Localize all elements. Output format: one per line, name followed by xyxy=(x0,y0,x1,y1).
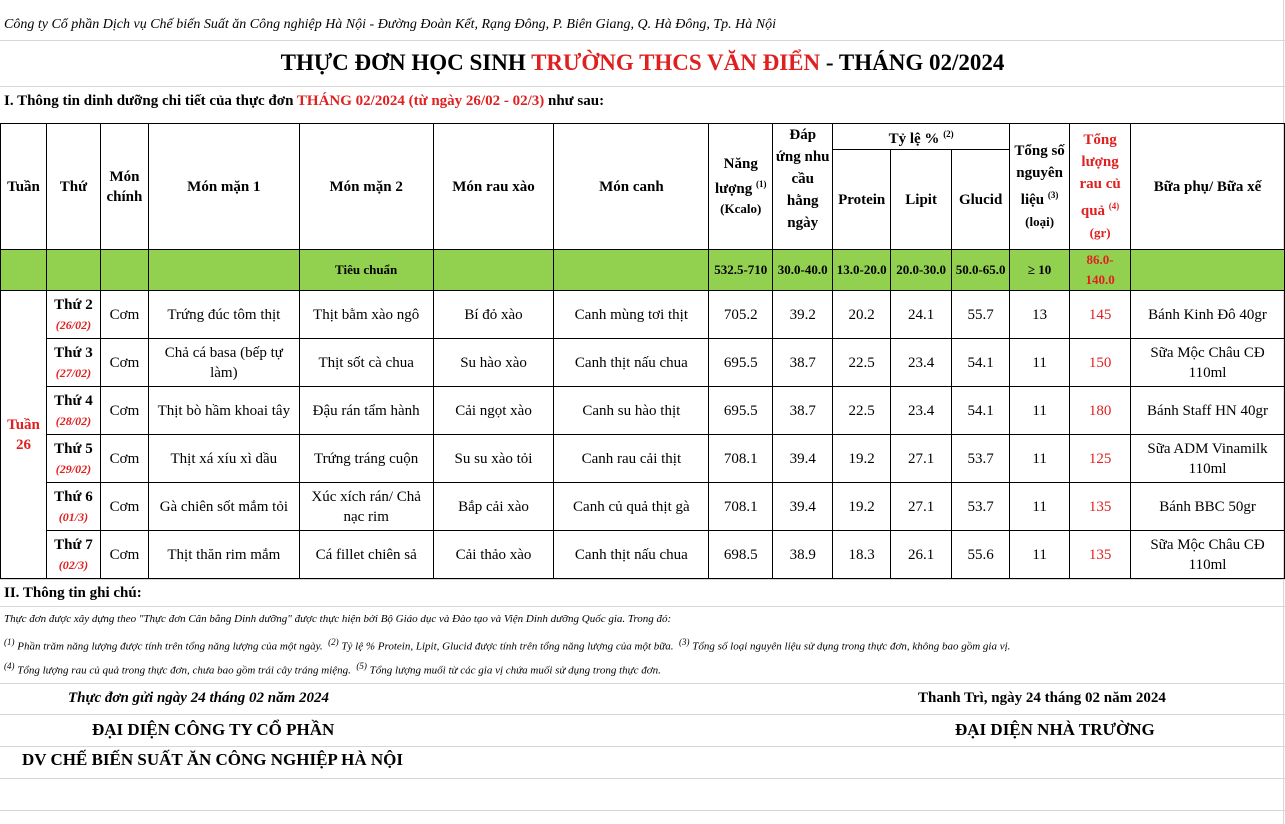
place-date: Thanh Trì, ngày 24 tháng 02 năm 2024 xyxy=(918,690,1166,706)
header-man1: Món mặn 1 xyxy=(148,124,299,250)
header-tuan: Tuần xyxy=(1,124,47,250)
note-text: Tổng lượng rau củ quả trong thực đơn, chưa bao gồm trái cây tráng miệng. xyxy=(14,664,351,677)
stir-fry-veg-cell: Su su xào tỏi xyxy=(433,435,554,483)
ingredient-count-cell: 11 xyxy=(1010,387,1070,435)
footnote-mark: (4) xyxy=(1108,201,1120,211)
school-rep: ĐẠI DIỆN NHÀ TRƯỜNG xyxy=(955,720,1155,739)
lipit-cell: 26.1 xyxy=(891,531,952,579)
menu-table xyxy=(0,123,1285,579)
note-line-2 xyxy=(4,661,661,677)
energy-cell: 695.5 xyxy=(709,339,773,387)
lipit-cell: 23.4 xyxy=(891,387,952,435)
table-row xyxy=(1,291,1285,339)
title-part: - THÁNG 02/2024 xyxy=(820,50,1005,75)
table-row xyxy=(1,435,1285,483)
veg-total-cell: 125 xyxy=(1070,435,1131,483)
salty-dish-2-cell: Thịt bằm xào ngô xyxy=(299,291,433,339)
lipit-cell: 27.1 xyxy=(891,435,952,483)
company-rep-line2: DV CHẾ BIẾN SUẤT ĂN CÔNG NGHIỆP HÀ NỘI xyxy=(22,750,403,769)
footnote-mark: (3) xyxy=(1047,190,1059,200)
salty-dish-1-cell: Thịt thăn rim mắm xyxy=(148,531,299,579)
veg-total-cell: 135 xyxy=(1070,531,1131,579)
day-cell xyxy=(46,435,100,483)
grid-line xyxy=(0,606,1285,607)
std-label: Tiêu chuẩn xyxy=(299,250,433,291)
header-unit: (Kcalo) xyxy=(720,201,762,216)
header-ty-le xyxy=(833,124,1010,150)
std-empty xyxy=(433,250,554,291)
protein-cell: 22.5 xyxy=(833,387,891,435)
daily-percent-cell: 38.7 xyxy=(773,339,833,387)
protein-cell: 18.3 xyxy=(833,531,891,579)
day-cell xyxy=(46,531,100,579)
section1-heading xyxy=(4,93,604,110)
soup-cell: Canh su hào thịt xyxy=(554,387,709,435)
header-unit: (gr) xyxy=(1089,225,1111,240)
salty-dish-2-cell: Xúc xích rán/ Chả nạc rim xyxy=(299,483,433,531)
header-text: Tổng số nguyên liệu xyxy=(1014,143,1065,208)
std-empty xyxy=(148,250,299,291)
salty-dish-2-cell: Đậu rán tẩm hành xyxy=(299,387,433,435)
snack-cell: Bánh BBC 50gr xyxy=(1131,483,1285,531)
header-tong-rau xyxy=(1070,124,1131,250)
std-protein: 13.0-20.0 xyxy=(833,250,891,291)
header-thu: Thứ xyxy=(46,124,100,250)
std-empty xyxy=(46,250,100,291)
day-date: (27/02) xyxy=(55,365,92,380)
ingredient-count-cell: 11 xyxy=(1010,339,1070,387)
day-cell xyxy=(46,387,100,435)
day-date: (02/3) xyxy=(58,557,89,572)
footnote-mark: (1) xyxy=(756,179,767,189)
table-row xyxy=(1,531,1285,579)
header-text: Năng lượng xyxy=(714,156,758,197)
main-dish-cell: Cơm xyxy=(100,291,148,339)
note-text: Phần trăm năng lượng được tính trên tổng năng lượng của một ngày. xyxy=(14,640,323,653)
salty-dish-1-cell: Thịt xá xíu xì dầu xyxy=(148,435,299,483)
header-tong-so xyxy=(1010,124,1070,250)
grid-line xyxy=(0,683,1285,684)
daily-percent-cell: 39.4 xyxy=(773,435,833,483)
protein-cell: 20.2 xyxy=(833,291,891,339)
snack-cell: Bánh Staff HN 40gr xyxy=(1131,387,1285,435)
day-cell xyxy=(46,483,100,531)
veg-total-cell: 145 xyxy=(1070,291,1131,339)
note-text: Tổng lượng muối từ các gia vị chứa muối sử dụng trong thực đơn. xyxy=(366,664,661,677)
day-name: Thứ 3 xyxy=(54,344,93,361)
day-name: Thứ 7 xyxy=(54,536,93,553)
sent-date: Thực đơn gửi ngày 24 tháng 02 năm 2024 xyxy=(68,690,330,706)
std-empty xyxy=(554,250,709,291)
header-mon-chinh: Món chính xyxy=(100,124,148,250)
header-text: Tổng lượng rau củ quả xyxy=(1079,132,1121,219)
veg-total-cell: 135 xyxy=(1070,483,1131,531)
lipit-cell: 27.1 xyxy=(891,483,952,531)
stir-fry-veg-cell: Cải ngọt xào xyxy=(433,387,554,435)
grid-line xyxy=(0,778,1285,779)
day-name: Thứ 6 xyxy=(54,488,93,505)
daily-percent-cell: 39.2 xyxy=(773,291,833,339)
main-dish-cell: Cơm xyxy=(100,531,148,579)
company-address: Công ty Cổ phần Dịch vụ Chế biến Suất ăn Công nghiệp Hà Nội - Đường Đoàn Kết, Rạng Đông, P. Biên Giang, Q. Hà Đông, Tp. Hà Nội xyxy=(4,17,776,32)
header-lipit: Lipit xyxy=(891,150,952,250)
salty-dish-2-cell: Cá fillet chiên sả xyxy=(299,531,433,579)
salty-dish-1-cell: Trứng đúc tôm thịt xyxy=(148,291,299,339)
header-protein: Protein xyxy=(833,150,891,250)
stir-fry-veg-cell: Cải thảo xào xyxy=(433,531,554,579)
veg-total-cell: 180 xyxy=(1070,387,1131,435)
table-row xyxy=(1,387,1285,435)
grid-line xyxy=(0,810,1285,811)
std-ingredients: ≥ 10 xyxy=(1010,250,1070,291)
footnote-mark: (2) xyxy=(328,637,339,647)
ingredient-count-cell: 13 xyxy=(1010,291,1070,339)
note-line-1 xyxy=(4,637,1010,653)
day-date: (29/02) xyxy=(55,461,92,476)
note-intro: Thực đơn được xây dựng theo "Thực đơn Cân bằng Dinh dưỡng" được thực hiện bởi Bộ Giáo dục và Đào tạo và Viện Dinh dưỡng Quốc gia. Trong đó: xyxy=(4,613,672,625)
table-row xyxy=(1,339,1285,387)
header-unit: (loại) xyxy=(1025,214,1055,229)
main-dish-cell: Cơm xyxy=(100,483,148,531)
page-title xyxy=(0,50,1285,76)
snack-cell: Sữa Mộc Châu CĐ 110ml xyxy=(1131,531,1285,579)
energy-cell: 698.5 xyxy=(709,531,773,579)
glucid-cell: 54.1 xyxy=(952,387,1010,435)
day-cell xyxy=(46,339,100,387)
grid-line xyxy=(0,714,1285,715)
std-empty xyxy=(1131,250,1285,291)
note-text: Tỷ lệ % Protein, Lipit, Glucid được tính trên tổng năng lượng của một bữa. xyxy=(338,640,674,653)
header-nang-luong xyxy=(709,124,773,250)
daily-percent-cell: 38.7 xyxy=(773,387,833,435)
protein-cell: 19.2 xyxy=(833,435,891,483)
daily-percent-cell: 39.4 xyxy=(773,483,833,531)
veg-total-cell: 150 xyxy=(1070,339,1131,387)
salty-dish-1-cell: Gà chiên sốt mắm tỏi xyxy=(148,483,299,531)
lipit-cell: 24.1 xyxy=(891,291,952,339)
main-dish-cell: Cơm xyxy=(100,435,148,483)
title-part: THỰC ĐƠN HỌC SINH xyxy=(280,50,532,75)
day-name: Thứ 4 xyxy=(54,392,93,409)
day-date: (28/02) xyxy=(55,413,92,428)
footnote-mark: (4) xyxy=(4,661,15,671)
glucid-cell: 55.7 xyxy=(952,291,1010,339)
salty-dish-2-cell: Trứng tráng cuộn xyxy=(299,435,433,483)
glucid-cell: 53.7 xyxy=(952,435,1010,483)
grid-line xyxy=(0,579,1285,580)
ingredient-count-cell: 11 xyxy=(1010,483,1070,531)
standard-row xyxy=(1,250,1285,291)
header-text: Tỷ lệ % xyxy=(888,131,940,147)
footnote-mark: (3) xyxy=(679,637,690,647)
ingredient-count-cell: 11 xyxy=(1010,435,1070,483)
soup-cell: Canh củ quả thịt gà xyxy=(554,483,709,531)
main-dish-cell: Cơm xyxy=(100,387,148,435)
std-empty xyxy=(1,250,47,291)
snack-cell: Sữa Mộc Châu CĐ 110ml xyxy=(1131,339,1285,387)
grid-line xyxy=(0,40,1285,41)
salty-dish-1-cell: Chả cá basa (bếp tự làm) xyxy=(148,339,299,387)
header-rau: Món rau xào xyxy=(433,124,554,250)
soup-cell: Canh rau cải thịt xyxy=(554,435,709,483)
glucid-cell: 55.6 xyxy=(952,531,1010,579)
main-dish-cell: Cơm xyxy=(100,339,148,387)
std-energy: 532.5-710 xyxy=(709,250,773,291)
company-rep-line1: ĐẠI DIỆN CÔNG TY CỔ PHẦN xyxy=(92,720,335,739)
ingredient-count-cell: 11 xyxy=(1010,531,1070,579)
protein-cell: 22.5 xyxy=(833,339,891,387)
soup-cell: Canh mùng tơi thịt xyxy=(554,291,709,339)
glucid-cell: 54.1 xyxy=(952,339,1010,387)
daily-percent-cell: 38.9 xyxy=(773,531,833,579)
day-date: (26/02) xyxy=(55,317,92,332)
std-daily: 30.0-40.0 xyxy=(773,250,833,291)
energy-cell: 708.1 xyxy=(709,435,773,483)
footnote-mark: (1) xyxy=(4,637,15,647)
footnote-mark: (2) xyxy=(943,129,954,139)
section-text: như sau: xyxy=(544,93,605,109)
table-row xyxy=(1,483,1285,531)
day-cell xyxy=(46,291,100,339)
day-name: Thứ 5 xyxy=(54,440,93,457)
note-text: Tổng số loại nguyên liệu sử dụng trong thực đơn, không bao gồm gia vị. xyxy=(689,640,1011,653)
header-glucid: Glucid xyxy=(952,150,1010,250)
std-empty xyxy=(100,250,148,291)
soup-cell: Canh thịt nấu chua xyxy=(554,339,709,387)
menu-rows xyxy=(1,291,1285,579)
salty-dish-2-cell: Thịt sốt cà chua xyxy=(299,339,433,387)
header-man2: Món mặn 2 xyxy=(299,124,433,250)
day-name: Thứ 2 xyxy=(54,296,93,313)
grid-line xyxy=(0,86,1285,87)
snack-cell: Bánh Kinh Đô 40gr xyxy=(1131,291,1285,339)
section2-heading: II. Thông tin ghi chú: xyxy=(4,585,142,601)
header-bua-phu: Bữa phụ/ Bữa xế xyxy=(1131,124,1285,250)
protein-cell: 19.2 xyxy=(833,483,891,531)
std-lipit: 20.0-30.0 xyxy=(891,250,952,291)
soup-cell: Canh thịt nấu chua xyxy=(554,531,709,579)
stir-fry-veg-cell: Bí đỏ xào xyxy=(433,291,554,339)
section-text: I. Thông tin dinh dưỡng chi tiết của thực đơn xyxy=(4,93,297,109)
snack-cell: Sữa ADM Vinamilk 110ml xyxy=(1131,435,1285,483)
energy-cell: 705.2 xyxy=(709,291,773,339)
header-canh: Món canh xyxy=(554,124,709,250)
day-date: (01/3) xyxy=(58,509,89,524)
week-label: Tuần 26 xyxy=(1,291,47,579)
std-glucid: 50.0-65.0 xyxy=(952,250,1010,291)
school-name: TRƯỜNG THCS VĂN ĐIỂN xyxy=(531,50,821,75)
grid-line xyxy=(0,746,1285,747)
section-period: THÁNG 02/2024 (từ ngày 26/02 - 02/3) xyxy=(296,93,545,109)
std-veg: 86.0-140.0 xyxy=(1070,250,1131,291)
stir-fry-veg-cell: Su hào xào xyxy=(433,339,554,387)
energy-cell: 708.1 xyxy=(709,483,773,531)
footnote-mark: (5) xyxy=(356,661,367,671)
lipit-cell: 23.4 xyxy=(891,339,952,387)
stir-fry-veg-cell: Bắp cải xào xyxy=(433,483,554,531)
glucid-cell: 53.7 xyxy=(952,483,1010,531)
salty-dish-1-cell: Thịt bò hầm khoai tây xyxy=(148,387,299,435)
energy-cell: 695.5 xyxy=(709,387,773,435)
header-dap-ung: Đáp ứng nhu cầu hằng ngày xyxy=(773,124,833,250)
